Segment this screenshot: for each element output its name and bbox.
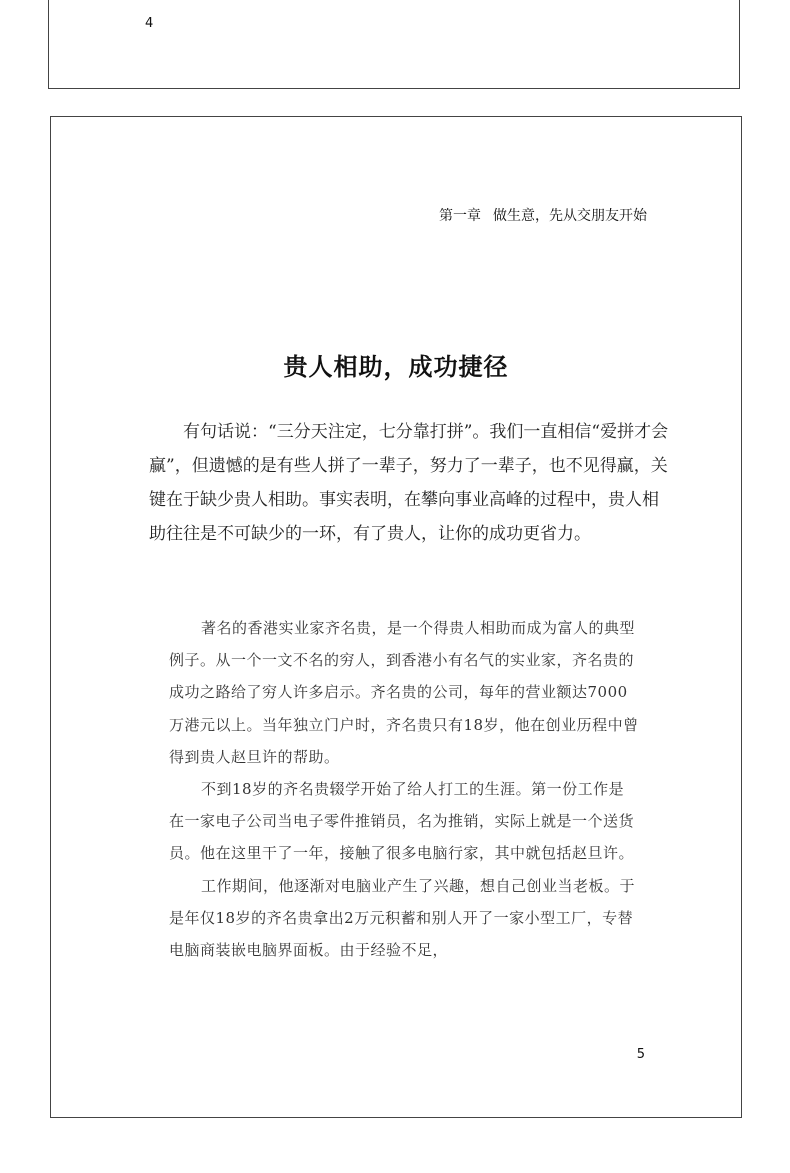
body-paragraph: 不到18岁的齐名贵辍学开始了给人打工的生涯。第一份工作是在一家电子公司当电子零件推销员，名为推销，实际上就是一个送货员。他在这里干了一年，接触了很多电脑行家，其中就包括赵旦许。 — [169, 780, 635, 863]
body-text — [169, 612, 639, 966]
running-head-chapter: 第一章 — [439, 208, 481, 224]
previous-page — [48, 0, 740, 89]
intro-block — [149, 415, 669, 551]
previous-page-number: 4 — [145, 16, 154, 31]
intro-paragraph: 有句话说：“三分天注定，七分靠打拼”。我们一直相信“爱拼才会赢”，但遗憾的是有些人拼了一辈子，努力了一辈子，也不见得赢，关键在于缺少贵人相助。事实表明，在攀向事业高峰的过程中，贵人相助往往是不可缺少的一环，有了贵人，让你的成功更省力。 — [149, 422, 669, 544]
running-head-chapter-title: 做生意，先从交朋友开始 — [493, 208, 647, 224]
running-head — [439, 205, 647, 225]
page-number: 5 — [636, 1047, 645, 1062]
body-paragraph: 工作期间，他逐渐对电脑业产生了兴趣，想自己创业当老板。于是年仅18岁的齐名贵拿出2万元积蓄和别人开了一家小型工厂，专替电脑商装嵌电脑界面板。由于经验不足， — [169, 876, 636, 960]
book-page — [50, 116, 742, 1118]
body-paragraph: 著名的香港实业家齐名贵，是一个得贵人相助而成为富人的典型例子。从一个一文不名的穷人，到香港小有名气的实业家，齐名贵的成功之路给了穷人许多启示。齐名贵的公司，每年的营业额达7000万港元以上。当年独立门户时，齐名贵只有18岁，他在创业历程中曾得到贵人赵旦许的帮助。 — [169, 619, 639, 766]
section-title: 贵人相助，成功捷径 — [283, 352, 509, 381]
